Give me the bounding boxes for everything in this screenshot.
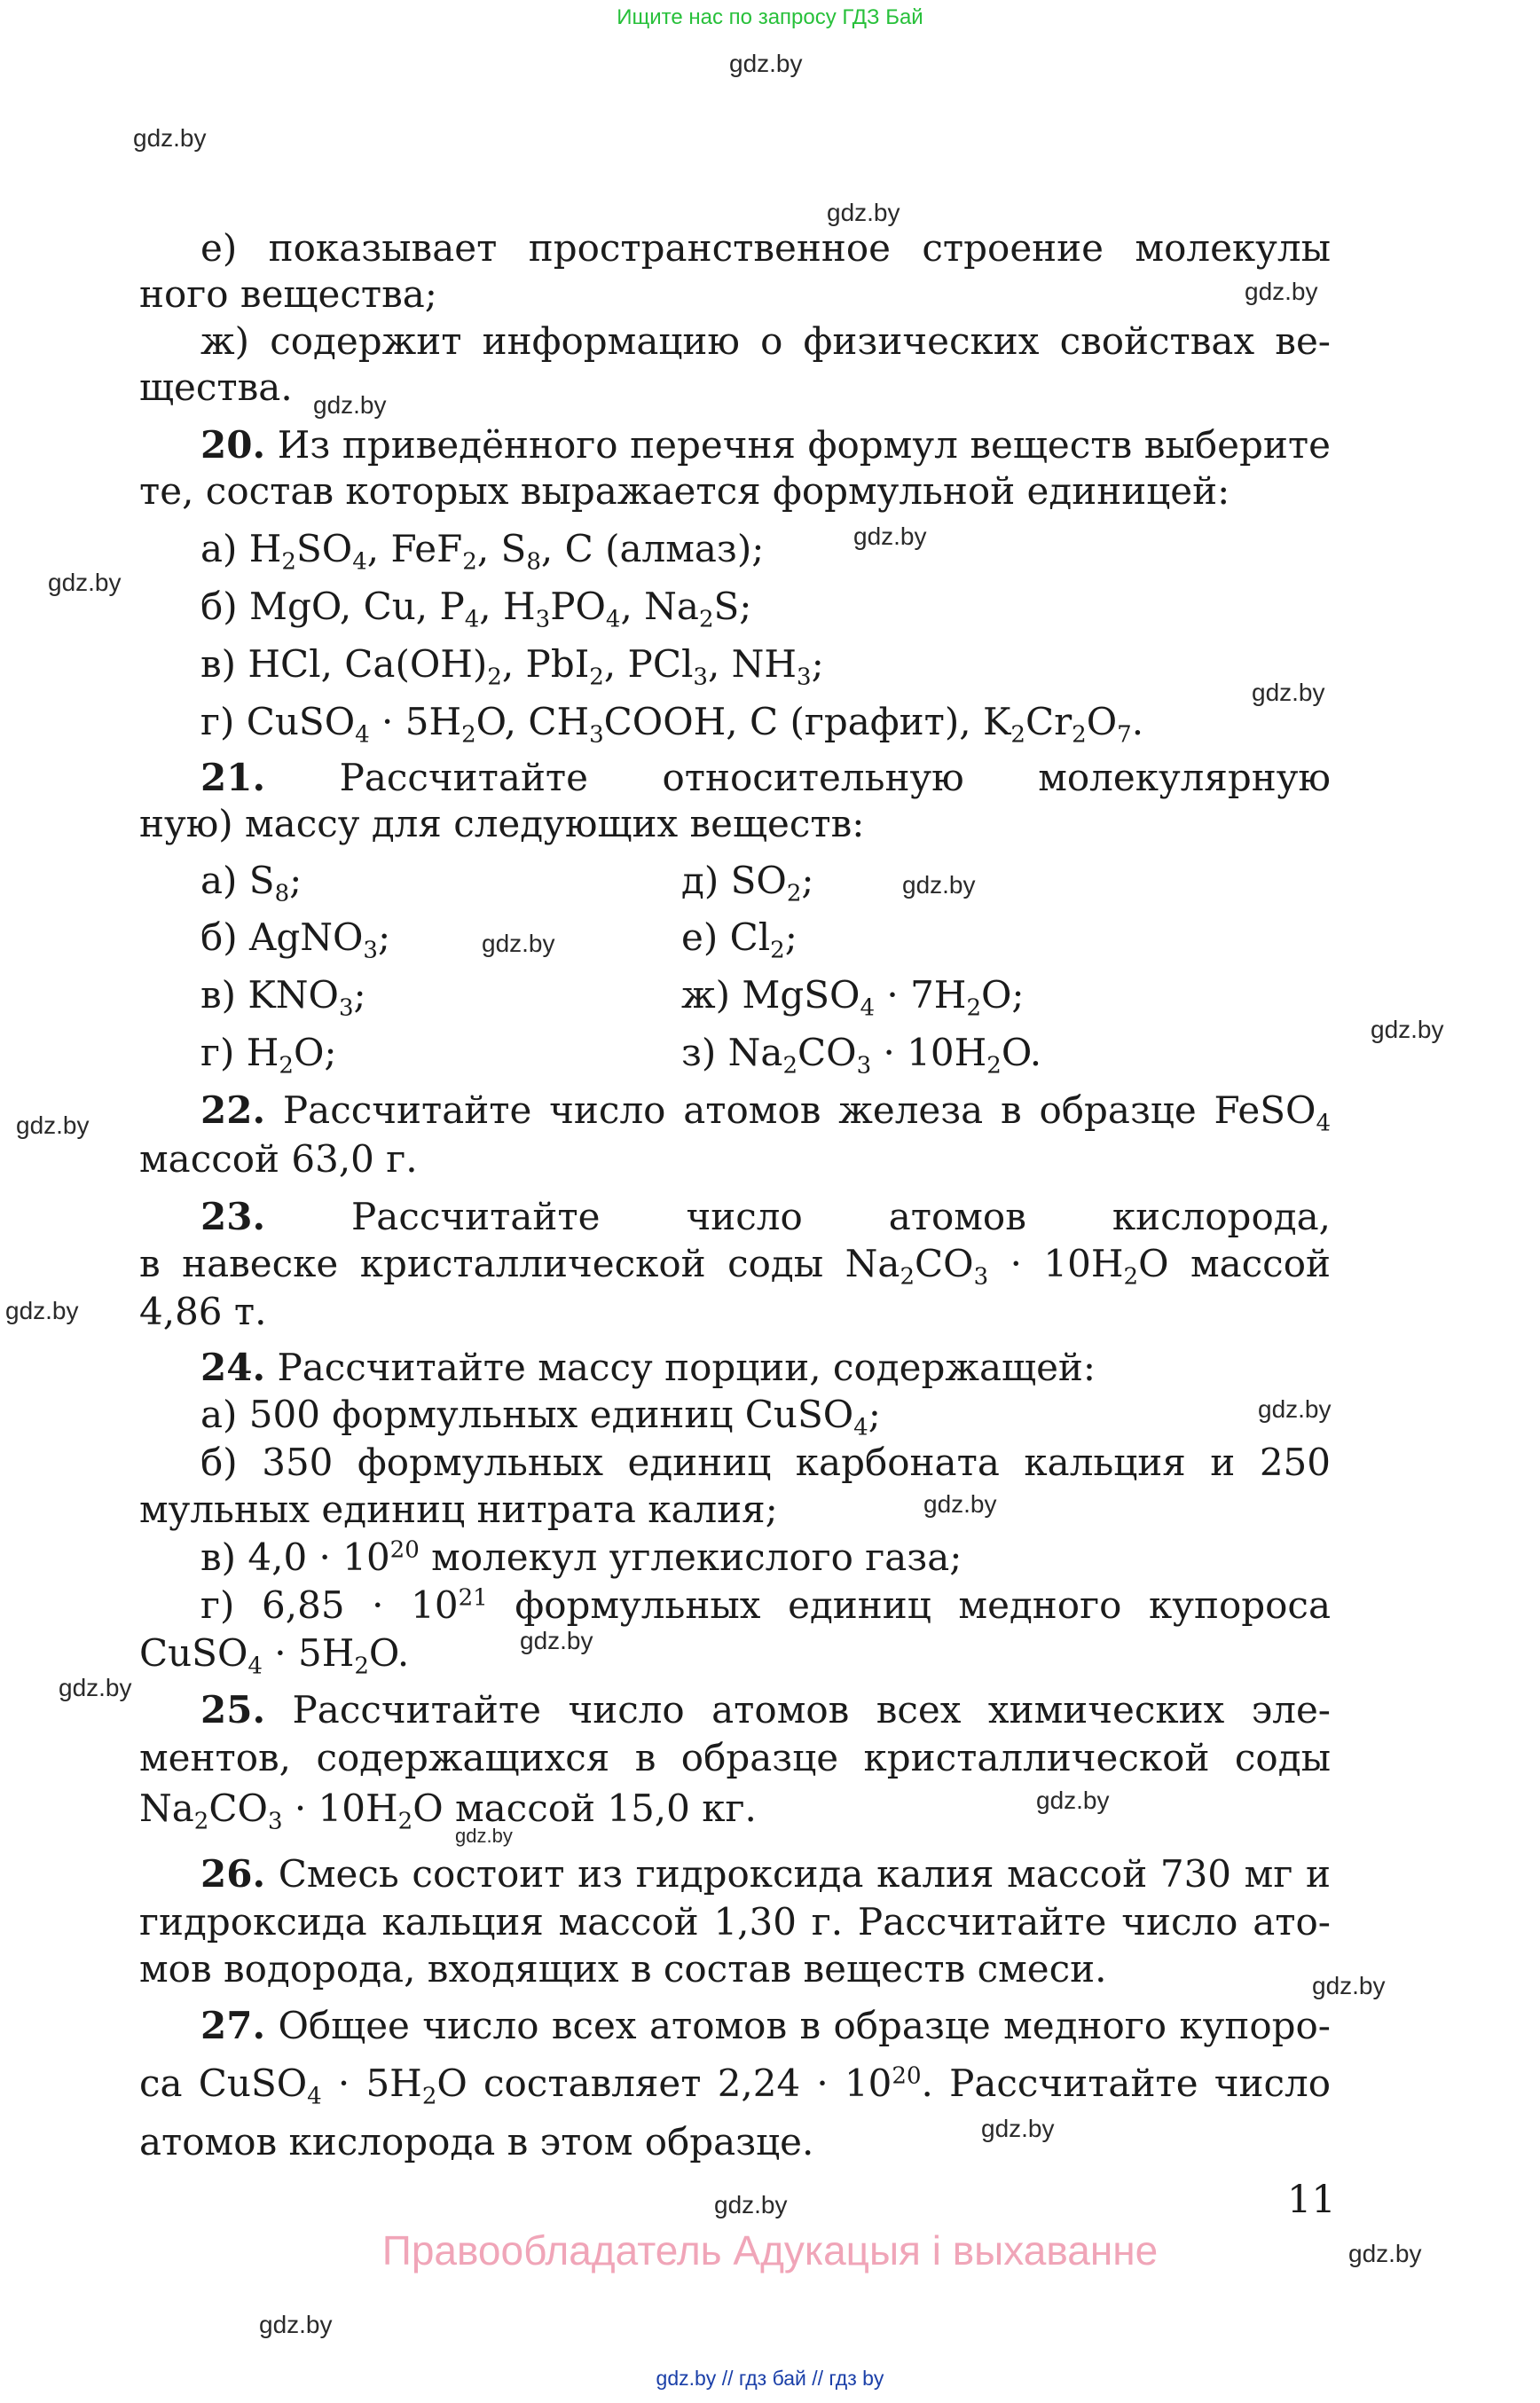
q25-text: Рассчитайте число атомов всех химических эле- <box>292 1688 1331 1732</box>
q21-option-b: б) AgNO$_3$; <box>200 915 391 962</box>
q26-number: 26. <box>200 1852 266 1896</box>
q20-line1 <box>200 421 1331 469</box>
q21-option-v: в) $KNO_3$; <box>200 973 366 1019</box>
watermark: gdz.by <box>827 199 900 226</box>
q21-line2: ную) массу для следующих веществ: <box>139 802 865 845</box>
q19-option-e-line2: ного вещества; <box>139 272 437 316</box>
q19-option-zh-line2: щества. <box>139 365 293 409</box>
watermark: gdz.by <box>729 50 803 77</box>
top-search-hint[interactable]: Ищите нас по запросу ГДЗ Бай <box>617 5 923 29</box>
q27-text: Общее число всех атомов в образце медного купоро- <box>278 2004 1331 2047</box>
q20-option-g: г) CuSO$_4$ · $5H_2O$, $CH_3COOH$, C (графит), $K_2Cr_2O_7$. <box>200 700 1144 746</box>
q21-text: Рассчитайте относительную молекулярную <box>339 756 1331 799</box>
q22-line1 <box>200 1087 1331 1135</box>
q23-line2: в навеске кристаллической соды $Na_2CO_3 \cdot 10H_2O$ массой <box>139 1242 1331 1288</box>
q27-number: 27. <box>200 2004 266 2047</box>
q20-line2: те, состав которых выражается формульной единицей: <box>139 469 1230 513</box>
q24-option-b-line1: б) 350 формульных единиц карбоната кальция и 250 <box>200 1441 1331 1484</box>
q20-option-a: а) $H_2SO_4$, FeF$_2$, $S_8$, C (алмаз); <box>200 527 765 573</box>
watermark: gdz.by <box>853 522 927 550</box>
q21-option-d: д) $SO_2$; <box>681 859 814 905</box>
watermark: gdz.by <box>59 1674 132 1701</box>
watermark: gdz.by <box>1252 679 1325 706</box>
watermark: gdz.by <box>16 1111 90 1139</box>
q20-option-v: в) HCl, $Ca(OH)_2$, PbI$_2$, PCl$_3$, $NH_3$; <box>200 642 824 688</box>
q21-number: 21. <box>200 756 266 799</box>
q24-text: Рассчитайте массу порции, содержащей: <box>277 1346 1096 1389</box>
q26-line2: гидроксида кальция массой 1,30 г. Рассчитайте число ато- <box>139 1900 1331 1944</box>
q19-option-e-line1: е) показывает пространственное строение молекулы <box>200 226 1331 270</box>
q21-line1 <box>200 754 1331 802</box>
watermark: gdz.by <box>1258 1395 1332 1423</box>
page-number: 11 <box>1287 2178 1336 2222</box>
q24-option-a: а) 500 формульных единиц CuSO$_4$; <box>200 1393 881 1439</box>
q22-number: 22. <box>200 1088 266 1132</box>
q24-option-b-line2: мульных единиц нитрата калия; <box>139 1488 778 1531</box>
q23-text: Рассчитайте число атомов кислорода, <box>351 1195 1331 1238</box>
watermark: gdz.by <box>923 1490 997 1518</box>
q24-option-g-line1: г) $6,85 \cdot 10^{21}$ формульных единиц медного купороса <box>200 1583 1331 1627</box>
watermark: gdz.by <box>313 391 387 419</box>
copyright-notice: Правообладатель Адукацыя і выхаванне <box>381 2227 1159 2273</box>
watermark: gdz.by <box>1348 2240 1422 2267</box>
watermark: gdz.by <box>1371 1016 1444 1043</box>
q21-option-g: г) $H_2O$; <box>200 1031 337 1077</box>
q20-number: 20. <box>200 423 266 467</box>
watermark: gdz.by <box>520 1627 593 1654</box>
q23-line3: 4,86 т. <box>139 1290 267 1333</box>
q20-text: Из приведённого перечня формул веществ выберите <box>277 423 1331 467</box>
q25-number: 25. <box>200 1688 266 1732</box>
watermark: gdz.by <box>455 1825 513 1847</box>
q26-line3: мов водорода, входящих в состав веществ смеси. <box>139 1947 1107 1991</box>
watermark: gdz.by <box>902 871 976 899</box>
footer-links[interactable]: gdz.by // гдз бай // гдз by <box>656 2367 884 2390</box>
watermark: gdz.by <box>259 2311 333 2338</box>
q21-option-zh: ж) MgSO$_4$ · $7H_2O$; <box>681 973 1025 1019</box>
q25-line2: ментов, содержащихся в образце кристаллической соды <box>139 1736 1331 1779</box>
q24-option-v: в) $4,0 \cdot 10^{20}$ молекул углекислого газа; <box>200 1535 962 1579</box>
watermark: gdz.by <box>1036 1787 1110 1814</box>
q25-line1 <box>200 1686 1331 1734</box>
q19-option-zh-line1: ж) содержит информацию о физических свойствах ве- <box>200 319 1331 363</box>
q22-text: Рассчитайте число атомов железа в образце FeSO$_4$ <box>282 1088 1331 1135</box>
q27-line3: атомов кислорода в этом образце. <box>139 2120 814 2163</box>
watermark: gdz.by <box>5 1297 79 1324</box>
q23-line1 <box>200 1193 1331 1241</box>
watermark: gdz.by <box>48 569 122 596</box>
q26-text: Смесь состоит из гидроксида калия массой 730 мг и <box>278 1852 1331 1896</box>
q24-option-g-line2: CuSO$_4$ · $5H_2O$. <box>139 1631 410 1677</box>
q27-line2: са CuSO$_4$ · $5H_2O$ составляет $2,24 \cdot 10^{20}$. Рассчитайте число <box>139 2061 1331 2108</box>
q26-line1 <box>200 1850 1331 1898</box>
q23-number: 23. <box>200 1195 266 1238</box>
q24-line1 <box>200 1344 1331 1392</box>
watermark: gdz.by <box>981 2115 1055 2142</box>
q21-option-z: з) $Na_2CO_3 \cdot 10H_2O$. <box>681 1031 1042 1077</box>
q24-number: 24. <box>200 1346 266 1389</box>
q21-option-e: е) $Cl_2$; <box>681 915 798 962</box>
q27-line1 <box>200 2002 1331 2050</box>
watermark: gdz.by <box>1312 1972 1386 1999</box>
q25-line3: $Na_2CO_3 \cdot 10H_2O$ массой 15,0 кг. <box>139 1787 757 1833</box>
watermark: gdz.by <box>1245 278 1318 305</box>
q22-line2: массой 63,0 г. <box>139 1137 418 1181</box>
q20-option-b: б) MgO, Cu, $P_4$, $H_3PO_4$, $Na_2S$; <box>200 585 752 631</box>
watermark: gdz.by <box>482 930 555 957</box>
watermark: gdz.by <box>133 124 207 152</box>
q21-option-a: а) $S_8$; <box>200 859 302 905</box>
watermark: gdz.by <box>714 2191 788 2218</box>
